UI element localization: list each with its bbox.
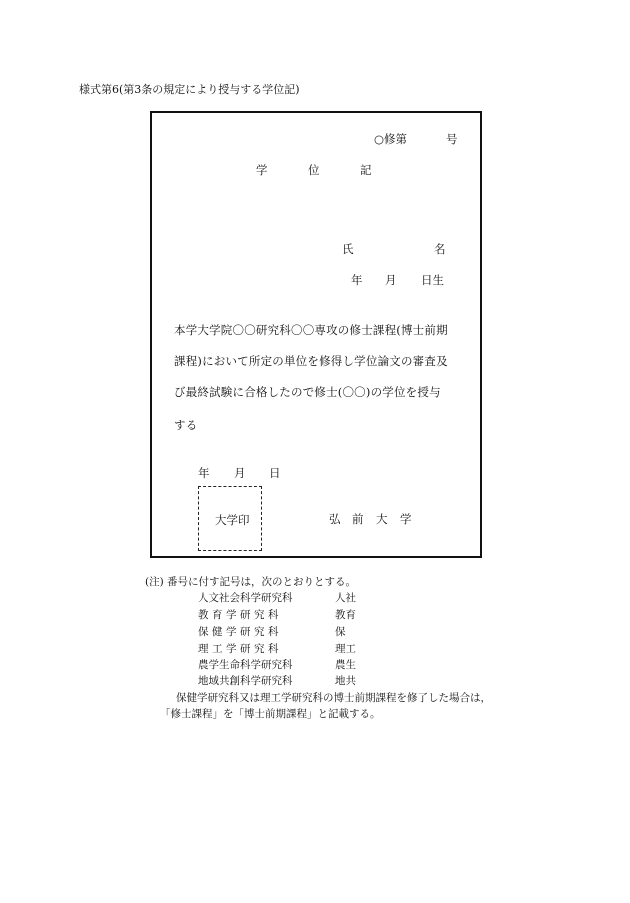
birth-month-label: 月 (385, 273, 397, 287)
university-name-char: 大 (376, 512, 388, 526)
issue-day-label: 日 (269, 466, 281, 480)
graduate-school-name: 農学生命科学研究科 (198, 659, 293, 671)
graduate-school-name: 保健学研究科 (198, 626, 282, 638)
graduate-school-symbol: 地共 (335, 675, 356, 687)
diploma-number-label: ○修第 (374, 132, 408, 146)
diploma-body-line: 課程)において所定の単位を修得し学位論文の審査及 (174, 354, 448, 368)
diploma-frame (150, 111, 482, 558)
graduate-school-symbol: 教育 (335, 609, 356, 621)
graduate-school-symbol: 人社 (335, 592, 356, 604)
notes-heading: (注) 番号に付す記号は，次のとおりとする。 (145, 576, 357, 588)
diploma-body-line: び最終試験に合格したので修士(〇〇)の学位を授与 (174, 385, 441, 399)
diploma-title-char: 学 (256, 163, 268, 177)
university-name-char: 学 (400, 512, 412, 526)
diploma-title-char: 位 (308, 163, 320, 177)
graduate-school-name: 人文社会科学研究科 (198, 592, 293, 604)
issue-month-label: 月 (234, 466, 246, 480)
graduate-school-symbol: 農生 (335, 659, 356, 671)
diploma-number-suffix: 号 (446, 132, 458, 146)
form-title: 様式第6(第3条の規定により授与する学位記) (79, 83, 300, 96)
diploma-body-line: 本学大学院〇〇研究科〇〇専攻の修士課程(博士前期 (174, 323, 448, 337)
birth-year-label: 年 (351, 273, 363, 287)
notes-footer-line: 「修士課程」を「博士前期課程」と記載する。 (160, 708, 381, 720)
notes-footer-line: 保健学研究科又は理工学研究科の博士前期課程を修了した場合は， (176, 692, 491, 704)
university-name-char: 弘 (329, 512, 341, 526)
diploma-body-line: する (174, 418, 198, 432)
name-label-given: 名 (434, 242, 446, 256)
graduate-school-symbol: 保 (335, 626, 346, 638)
graduate-school-name: 地域共創科学研究科 (198, 675, 293, 687)
name-label-family: 氏 (342, 242, 354, 256)
graduate-school-symbol: 理工 (335, 643, 356, 655)
graduate-school-name: 教育学研究科 (198, 609, 282, 621)
issue-year-label: 年 (198, 466, 210, 480)
university-name-char: 前 (352, 512, 364, 526)
diploma-title-char: 記 (360, 163, 372, 177)
seal-label: 大学印 (215, 513, 250, 527)
graduate-school-name: 理工学研究科 (198, 643, 282, 655)
birth-day-label: 日生 (421, 273, 444, 287)
